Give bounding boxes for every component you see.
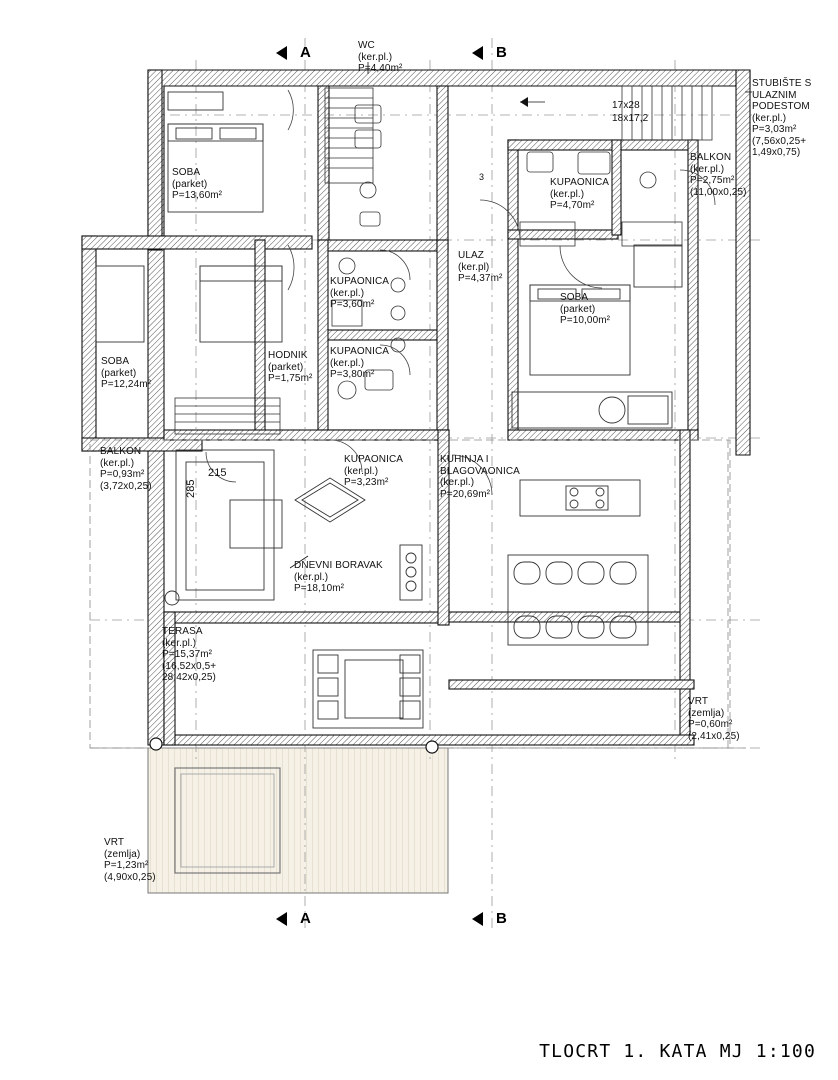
room-name: BALKON (100, 446, 142, 457)
room-label-balkon-1 (690, 152, 747, 198)
room-finish: (ker.pl) (458, 261, 490, 273)
room-label-hodnik (268, 350, 312, 385)
room-area: P=1,23m² (104, 860, 149, 871)
room-label-dnevni-boravak (294, 560, 383, 595)
section-arrow-b-top-icon (472, 46, 483, 60)
room-finish: (ker.pl.) (752, 112, 787, 124)
room-area: P=4,37m² (458, 273, 503, 284)
room-label-wc (358, 40, 402, 75)
room-name: STUBIŠTE S ULAZNIM PODESTOM (752, 78, 812, 112)
furniture-depth-dim: 285 (185, 479, 197, 498)
room-label-ulaz (458, 250, 502, 285)
room-finish: (zemlja) (688, 707, 725, 719)
room-label-terasa (162, 626, 216, 684)
room-name: ULAZ (458, 250, 484, 261)
room-area: P=4,40m² (358, 63, 403, 74)
room-finish: (ker.pl.) (330, 287, 365, 299)
furniture-width-dim: 215 (208, 467, 227, 479)
room-extra: (4,90x0,25) (104, 871, 156, 883)
room-finish: (ker.pl.) (162, 637, 197, 649)
section-arrow-a-top-icon (276, 46, 287, 60)
room-finish: (ker.pl.) (100, 457, 135, 469)
section-marker-b-top: B (496, 44, 507, 61)
room-name: SOBA (560, 292, 589, 303)
room-extra: (11,00x0,25) (690, 186, 747, 198)
room-finish: (ker.pl.) (330, 357, 365, 369)
room-finish: (ker.pl.) (690, 163, 725, 175)
room-label-vrt-1 (688, 696, 740, 742)
room-finish: (ker.pl.) (440, 477, 475, 488)
room-area: P=2,75m² (690, 175, 735, 186)
room-label-vrt-2 (104, 837, 156, 883)
section-arrow-a-bottom-icon (276, 912, 287, 926)
drawing-title: TLOCRT 1. KATA MJ 1:100 (539, 1041, 816, 1062)
room-finish: (ker.pl.) (344, 465, 379, 477)
room-label-kupaonica-4 (344, 454, 403, 489)
room-finish: (parket) (101, 367, 137, 379)
room-name: KUPAONICA (550, 177, 610, 188)
terrace-ground-fill (148, 748, 448, 893)
room-name: SOBA (172, 167, 201, 178)
room-extra: (2,41x0,25) (688, 730, 740, 742)
room-area: P=15,37m² (162, 649, 213, 660)
room-name: WC (358, 40, 375, 51)
room-label-soba-2 (101, 356, 151, 391)
room-area: P=12,24m² (101, 379, 152, 390)
stair-riser-dim-2: 18x17,2 (612, 113, 649, 124)
room-label-kuhinja-blagovaonica (440, 454, 520, 500)
room-finish: (zemlja) (104, 848, 141, 860)
room-name: BALKON (690, 152, 732, 163)
room-label-kupaonica-2 (330, 276, 389, 311)
room-name: HODNIK (268, 350, 308, 361)
room-label-soba-3 (560, 292, 610, 327)
room-name: KUPAONICA (330, 346, 390, 357)
section-marker-b-bottom: B (496, 910, 507, 927)
room-finish: (parket) (172, 178, 208, 190)
room-area: P=3,03m² (752, 124, 797, 135)
room-extra: (3,72x0,25) (100, 480, 152, 492)
room-name: TERASA (162, 626, 203, 637)
room-label-balkon-2 (100, 446, 152, 492)
room-name: SOBA (101, 356, 130, 367)
room-name: KUHINJA I BLAGOVAONICA (440, 454, 520, 477)
room-label-kupaonica-3 (330, 346, 389, 381)
room-label-kupaonica-1 (550, 177, 609, 212)
room-name: VRT (104, 837, 125, 848)
room-finish: (ker.pl.) (550, 188, 585, 200)
section-marker-a-bottom: A (300, 910, 311, 927)
room-area: P=3,80m² (330, 369, 375, 380)
room-extra: (16,52x0,5+ 28,42x0,25) (162, 660, 217, 683)
room-extra: (7,56x0,25+ 1,49x0,75) (752, 135, 807, 158)
room-name: KUPAONICA (330, 276, 390, 287)
room-area: P=0,93m² (100, 469, 145, 480)
room-area: P=0,60m² (688, 719, 733, 730)
room-area: P=18,10m² (294, 583, 345, 594)
stair-riser-dim-1: 17x28 (612, 100, 640, 111)
room-finish: (parket) (268, 361, 304, 373)
room-area: P=4,70m² (550, 200, 595, 211)
door-number-marker: 3 (479, 172, 485, 182)
room-area: P=3,23m² (344, 477, 389, 488)
room-name: VRT (688, 696, 709, 707)
room-name: KUPAONICA (344, 454, 404, 465)
room-area: P=3,60m² (330, 299, 375, 310)
room-area: P=10,00m² (560, 315, 611, 326)
room-label-stubiste (752, 78, 811, 159)
room-finish: (ker.pl.) (358, 51, 393, 63)
room-finish: (ker.pl.) (294, 571, 329, 583)
room-finish: (parket) (560, 303, 596, 315)
room-area: P=13,60m² (172, 190, 223, 201)
room-area: P=20,69m² (440, 488, 491, 500)
room-name: DNEVNI BORAVAK (294, 560, 383, 571)
room-area: P=1,75m² (268, 373, 313, 384)
room-label-soba-1 (172, 167, 222, 202)
section-arrow-b-bottom-icon (472, 912, 483, 926)
section-marker-a-top: A (300, 44, 311, 61)
